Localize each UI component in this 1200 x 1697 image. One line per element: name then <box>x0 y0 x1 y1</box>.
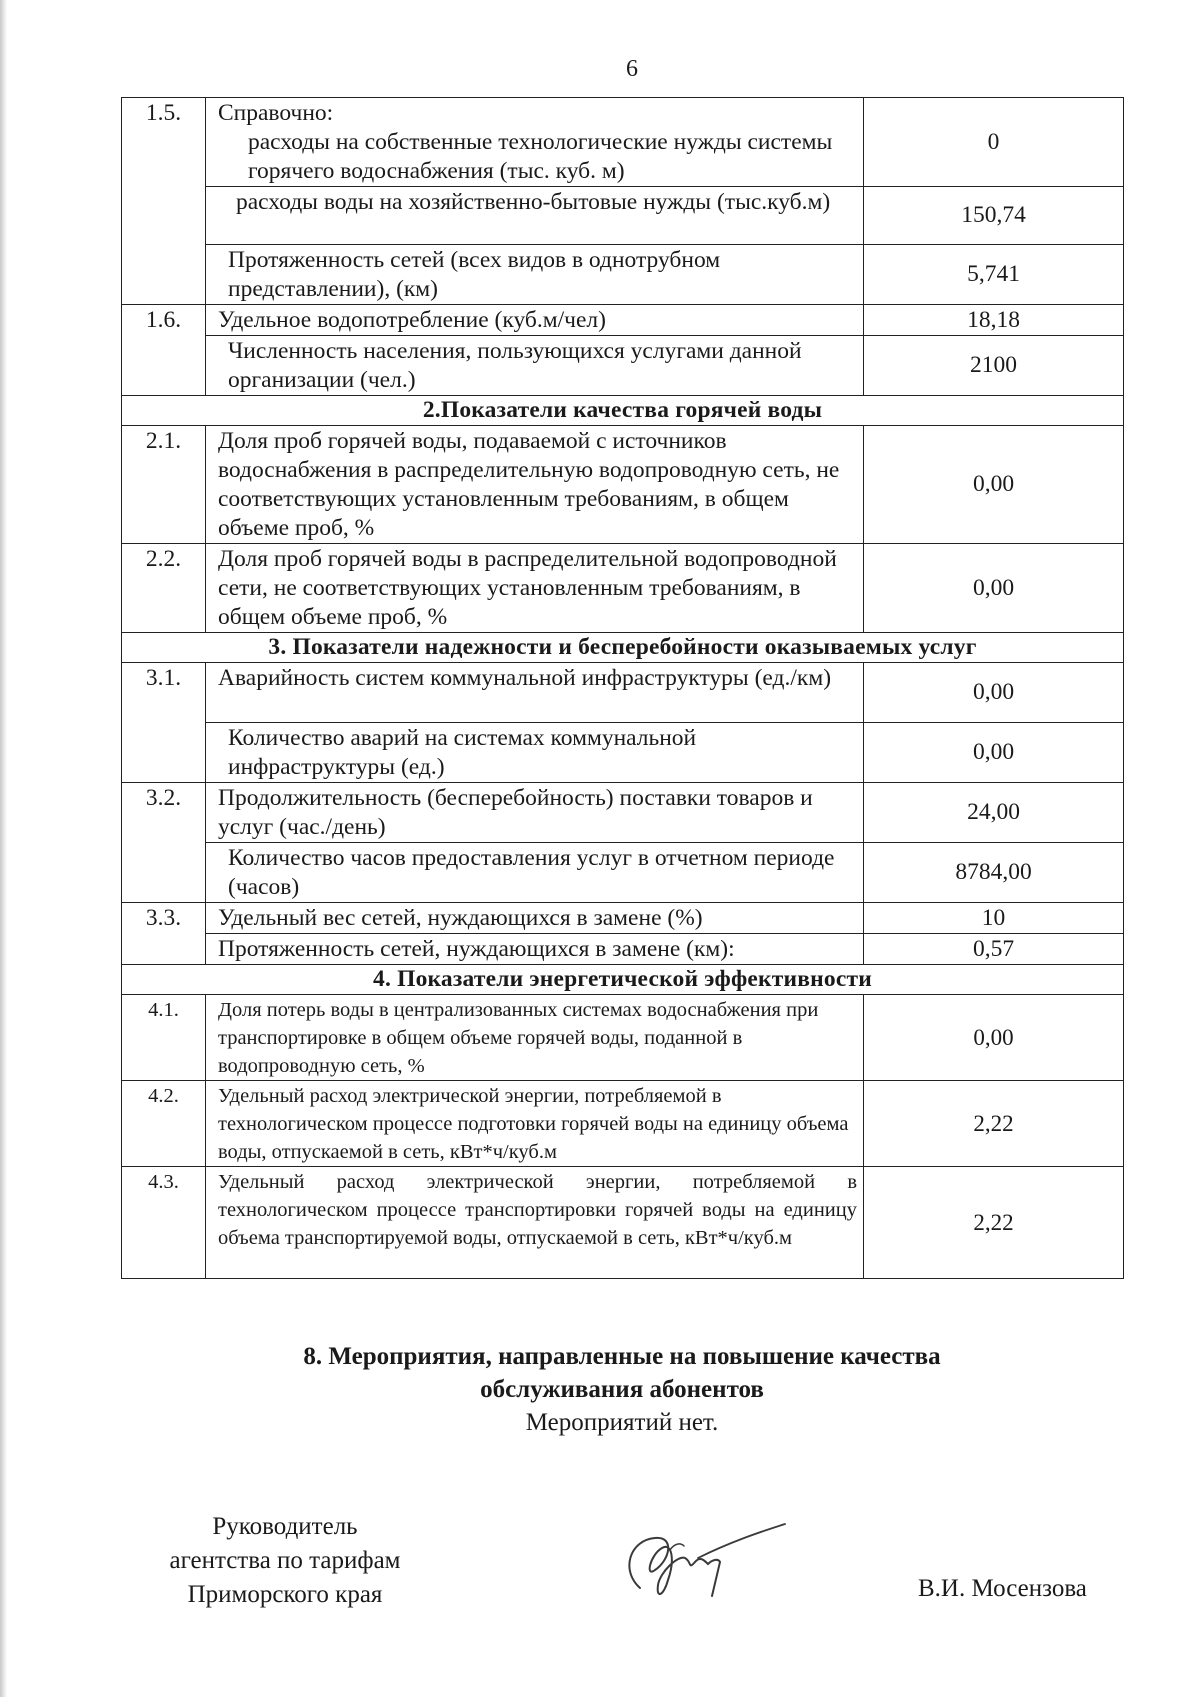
row-number: 4.3. <box>122 1167 206 1279</box>
section-8 <box>120 1340 1124 1439</box>
row-value: 2,22 <box>864 1081 1124 1167</box>
table-row <box>122 187 1124 245</box>
row-description-text: расходы на собственные технологические нужды системы горячего водоснабжения (тыс. куб. м) <box>248 129 833 184</box>
row-value: 0,00 <box>864 995 1124 1081</box>
row-description: Доля потерь воды в централизованных системах водоснабжения при транспортировке в общем объеме горячей воды, поданной в водопроводную сеть, % <box>206 995 864 1081</box>
table-row <box>122 723 1124 783</box>
table-row <box>122 934 1124 965</box>
section-header-row <box>122 965 1124 995</box>
row-description: Доля проб горячей воды в распределительной водопроводной сети, не соответствующих установленным требованиям, в общем объеме проб, % <box>206 544 864 633</box>
section-header-row <box>122 396 1124 426</box>
row-value: 2,22 <box>864 1167 1124 1279</box>
signatory-title-line3: Приморского края <box>187 1581 383 1608</box>
row-description: Аварийность систем коммунальной инфраструктуры (ед./км) <box>206 663 864 723</box>
row-description: Удельный расход электрической энергии, потребляемой в технологическом процессе транспортировки горячей воды на единицу объема транспортируемой воды, отпускаемой в сеть, кВт*ч/куб.м <box>206 1167 864 1279</box>
row-description: Численность населения, пользующихся услугами данной организации (чел.) <box>206 336 864 396</box>
row-number: 1.5. <box>122 98 206 305</box>
row-description: расходы воды на хозяйственно-бытовые нужды (тыс.куб.м) <box>206 187 864 245</box>
row-value: 0,00 <box>864 663 1124 723</box>
table-row <box>122 1081 1124 1167</box>
table-row <box>122 783 1124 843</box>
row-number: 4.1. <box>122 995 206 1081</box>
row-value: 0,00 <box>864 426 1124 544</box>
page-number: 6 <box>626 56 638 82</box>
handwritten-signature <box>600 1500 790 1610</box>
row-description: Количество аварий на системах коммунальной инфраструктуры (ед.) <box>206 723 864 783</box>
row-value: 2100 <box>864 336 1124 396</box>
row-number: 1.6. <box>122 305 206 396</box>
table-row <box>122 336 1124 396</box>
row-value: 0,00 <box>864 544 1124 633</box>
row-value: 5,741 <box>864 245 1124 305</box>
row-value: 0,57 <box>864 934 1124 965</box>
row-number: 3.1. <box>122 663 206 783</box>
row-description: Доля проб горячей воды, подаваемой с источников водоснабжения в распределительную водопроводную сеть, не соответствующих установленным требованиям, в общем объеме проб, % <box>206 426 864 544</box>
row-number: 2.2. <box>122 544 206 633</box>
table-row <box>122 544 1124 633</box>
row-description: Удельный вес сетей, нуждающихся в замене (%) <box>206 903 864 934</box>
table-row <box>122 1167 1124 1279</box>
row-number: 3.3. <box>122 903 206 965</box>
section-title: 4. Показатели энергетической эффективности <box>122 965 1124 995</box>
row-value: 150,74 <box>864 187 1124 245</box>
row-value: 0 <box>864 98 1124 187</box>
page-edge-shadow <box>0 0 7 1697</box>
table-row <box>122 98 1124 187</box>
row-description <box>206 98 864 187</box>
table-row <box>122 663 1124 723</box>
signatory-title-line1: Руководитель <box>212 1513 358 1540</box>
indicators-table <box>121 97 1124 1279</box>
signatory-name: В.И. Мосензова <box>918 1575 1087 1602</box>
row-description: Удельный расход электрической энергии, потребляемой в технологическом процессе подготовки горячей воды на единицу объема воды, отпускаемой в сеть, кВт*ч/куб.м <box>206 1081 864 1167</box>
section-title: 2.Показатели качества горячей воды <box>122 396 1124 426</box>
section-8-title-line2: обслуживания абонентов <box>480 1376 764 1403</box>
row-description: Протяженность сетей, нуждающихся в замене (км): <box>206 934 864 965</box>
row-value: 24,00 <box>864 783 1124 843</box>
signatory-title-line2: агентства по тарифам <box>169 1547 401 1574</box>
section-header-row <box>122 633 1124 663</box>
section-8-title-line1: 8. Мероприятия, направленные на повышение качества <box>303 1343 941 1370</box>
row-value: 10 <box>864 903 1124 934</box>
row-value: 0,00 <box>864 723 1124 783</box>
row-value: 18,18 <box>864 305 1124 336</box>
row-description: Продолжительность (бесперебойность) поставки товаров и услуг (час./день) <box>206 783 864 843</box>
row-description: Количество часов предоставления услуг в отчетном периоде (часов) <box>206 843 864 903</box>
table-row <box>122 903 1124 934</box>
row-description-heading: Справочно: <box>218 100 334 126</box>
table-row <box>122 843 1124 903</box>
row-description: Удельное водопотребление (куб.м/чел) <box>206 305 864 336</box>
row-number: 4.2. <box>122 1081 206 1167</box>
section-title: 3. Показатели надежности и бесперебойности оказываемых услуг <box>122 633 1124 663</box>
row-value: 8784,00 <box>864 843 1124 903</box>
table-row <box>122 245 1124 305</box>
table-row <box>122 426 1124 544</box>
row-number: 2.1. <box>122 426 206 544</box>
table-row <box>122 305 1124 336</box>
table-row <box>122 995 1124 1081</box>
row-number: 3.2. <box>122 783 206 903</box>
signatory-title <box>140 1510 430 1612</box>
row-description: Протяженность сетей (всех видов в однотрубном представлении), (км) <box>206 245 864 305</box>
section-8-note: Мероприятий нет. <box>525 1409 719 1436</box>
